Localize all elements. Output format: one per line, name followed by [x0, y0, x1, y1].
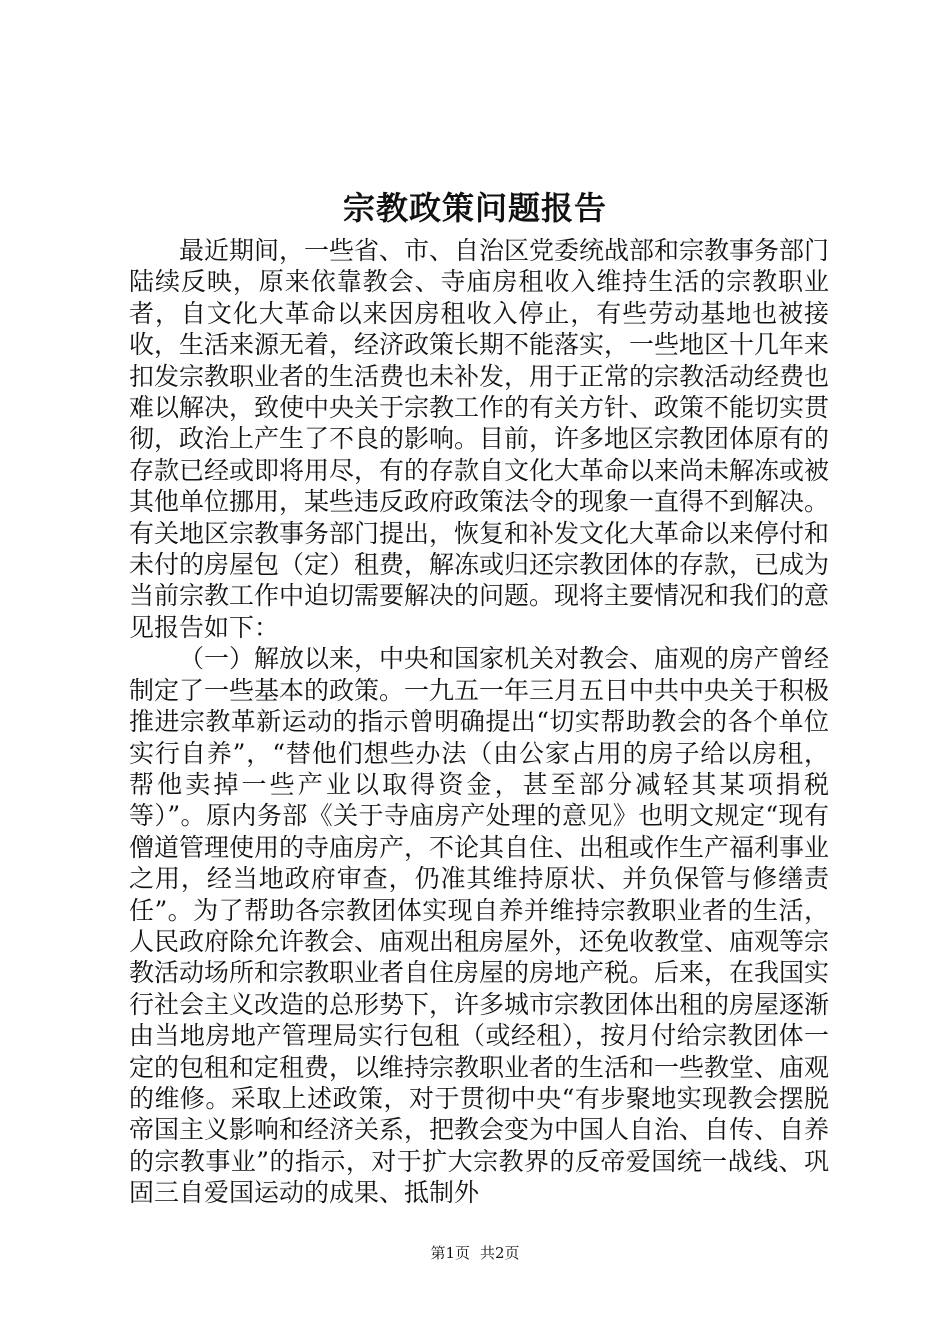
paragraph-intro: 最近期间，一些省、市、自治区党委统战部和宗教事务部门陆续反映，原来依靠教会、寺庙房租收入维持生活的宗教职业者，自文化大革命以来因房租收入停止，有些劳动基地也被接收，生活来源无着，经济政策长期不能落实，一些地区十几年来扣发宗教职业者的生活费也未补发，用于正常的宗教活动经费也难以解决，致使中央关于宗教工作的有关方针、政策不能切实贯彻，政治上产生了不良的影响。目前，许多地区宗教团体原有的存款已经或即将用尽，有的存款自文化大革命以来尚未解冻或被其他单位挪用，某些违反政府政策法令的现象一直得不到解决。有关地区宗教事务部门提出，恢复和补发文化大革命以来停付和未付的房屋包（定）租费，解冻或归还宗教团体的存款，已成为当前宗教工作中迫切需要解决的问题。现将主要情况和我们的意见报告如下：: [129, 236, 830, 642]
document-body: [129, 235, 829, 1209]
paragraph-section-1: （一）解放以来，中央和国家机关对教会、庙观的房产曾经制定了一些基本的政策。一九五一年三月五日中共中央关于积极推进宗教革新运动的指示曾明确提出“切实帮助教会的各个单位实行自养”，“替他们想些办法（由公家占用的房子给以房租，帮他卖掉一些产业以取得资金，甚至部分减轻其某项捐税等）”。原内务部《关于寺庙房产处理的意见》也明文规定“现有僧道管理使用的寺庙房产，不论其自住、出租或作生产福利事业之用，经当地政府审查，仍准其维持原状、并负保管与修缮责任”。为了帮助各宗教团体实现自养并维持宗教职业者的生活，人民政府除允许教会、庙观出租房屋外，还免收教堂、庙观等宗教活动场所和宗教职业者自住房屋的房地产税。后来，在我国实行社会主义改造的总形势下，许多城市宗教团体出租的房屋逐渐由当地房地产管理局实行包租（或经租），按月付给宗教团体一定的包租和定租费，以维持宗教职业者的生活和一些教堂、庙观的维修。采取上述政策，对于贯彻中央“有步聚地实现教会摆脱帝国主义影响和经济关系，把教会变为中国人自治、自传、自养的宗教事业”的指示，对于扩大宗教界的反帝爱国统一战线、巩固三自爱国运动的成果、抵制外: [129, 644, 830, 1208]
page-number: 第1页: [430, 1244, 470, 1262]
page-total: 共2页: [480, 1244, 520, 1262]
document-title: 宗教政策问题报告: [342, 189, 607, 227]
page-footer: [0, 1243, 950, 1263]
